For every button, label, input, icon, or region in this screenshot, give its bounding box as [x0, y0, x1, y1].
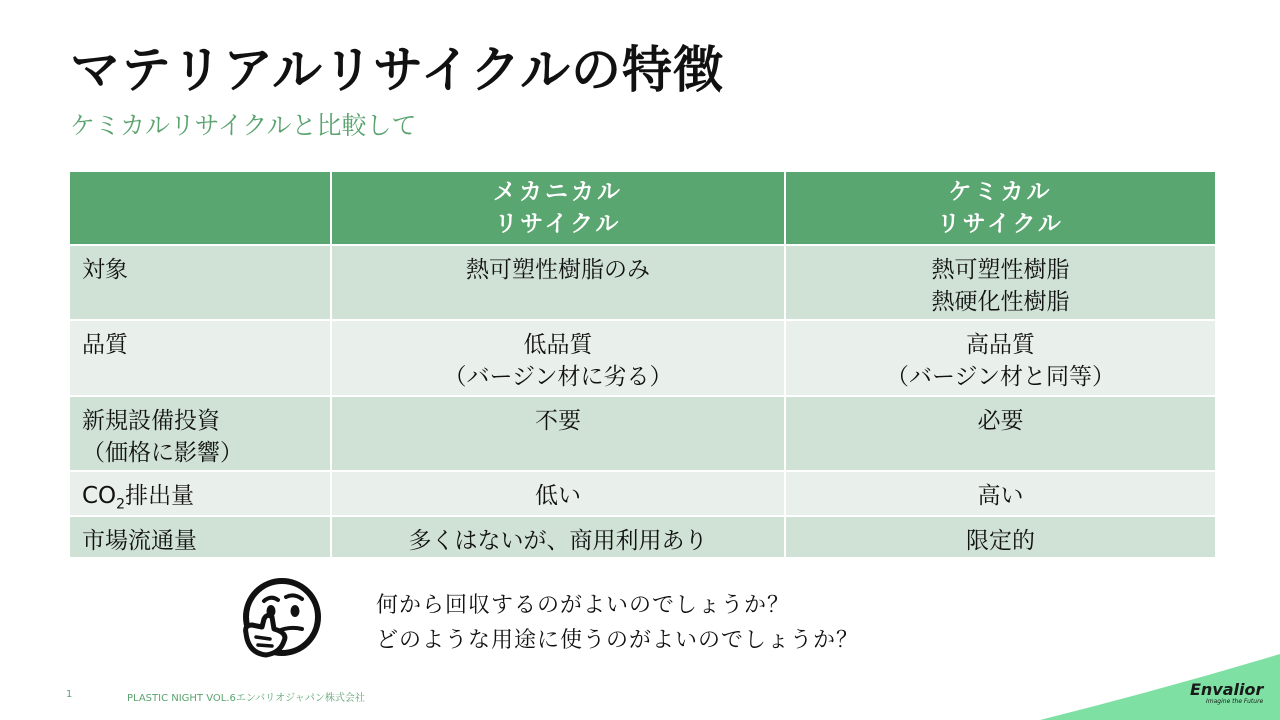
row-label	[69, 320, 331, 396]
row-label	[69, 245, 331, 320]
cell-text: （バージン材に劣る）	[443, 364, 673, 391]
slide-subtitle: ケミカルリサイクルと比較して	[70, 111, 417, 140]
table-row	[69, 245, 1216, 320]
mechanical-cell	[331, 471, 785, 516]
cell-text: 必要	[977, 408, 1024, 434]
row-label-text: 新規設備投資	[82, 408, 220, 434]
table-row	[69, 396, 1216, 471]
chemical-cell	[785, 245, 1216, 320]
cell-text: 不要	[535, 408, 581, 434]
header-chemical-recycling	[785, 171, 1216, 245]
logo-tagline: Imagine the Future	[1206, 698, 1264, 705]
mechanical-cell	[331, 245, 785, 320]
thinking-face-icon	[240, 575, 324, 659]
table-row	[69, 471, 1216, 516]
page-number: 1	[66, 689, 73, 700]
row-label-text: 品質	[82, 332, 128, 358]
header-text: ケミカル	[948, 178, 1053, 205]
question-text: 何から回収するのがよいのでしょうか？	[376, 593, 791, 618]
co2-suffix: 排出量	[125, 483, 195, 509]
row-label	[69, 516, 331, 558]
mechanical-cell	[331, 396, 785, 471]
mechanical-cell	[331, 320, 785, 396]
header-text: リサイクル	[494, 211, 622, 237]
mechanical-cell	[331, 516, 785, 558]
co2-prefix: CO	[82, 483, 117, 509]
row-label	[69, 396, 331, 471]
header-mechanical-recycling	[331, 171, 785, 245]
cell-text: 多くはないが、商用利用あり	[408, 528, 708, 555]
chemical-cell	[785, 471, 1216, 516]
cell-text: 熱硬化性樹脂	[931, 289, 1070, 316]
co2-subscript: 2	[116, 496, 126, 513]
row-label-text	[82, 480, 318, 515]
header-text: メカニカル	[493, 178, 623, 205]
header-text: リサイクル	[937, 211, 1064, 237]
question-text: どのような用途に使うのがよいのでしょうか？	[376, 628, 860, 654]
cell-text: 高品質	[966, 332, 1035, 358]
cell-text: 熱可塑性樹脂	[931, 257, 1070, 283]
table-header-row	[69, 171, 1216, 245]
envalior-logo	[1190, 682, 1263, 705]
row-label-text: 対象	[82, 257, 128, 283]
cell-text: 限定的	[966, 528, 1035, 555]
header-empty-cell	[69, 171, 331, 245]
footer-text: PLASTIC NIGHT VOL.6エンバリオジャパン株式会社	[127, 693, 365, 704]
row-label-text: 市場流通量	[82, 528, 197, 555]
row-label	[69, 471, 331, 516]
row-label-text: （価格に影響）	[82, 440, 243, 467]
comparison-table	[68, 170, 1217, 559]
table-row	[69, 320, 1216, 396]
table-row	[69, 516, 1216, 558]
cell-text: 高い	[977, 483, 1024, 509]
chemical-cell	[785, 396, 1216, 471]
cell-text: 低品質	[523, 332, 593, 358]
questions	[376, 588, 859, 658]
cell-text: （バージン材と同等）	[886, 364, 1115, 391]
cell-text: 熱可塑性樹脂のみ	[466, 257, 650, 283]
chemical-cell	[785, 516, 1216, 558]
logo-name: Envalior	[1190, 680, 1264, 699]
slide-title: マテリアルリサイクルの特徴	[70, 41, 724, 99]
cell-text: 低い	[535, 483, 581, 509]
chemical-cell	[785, 320, 1216, 396]
